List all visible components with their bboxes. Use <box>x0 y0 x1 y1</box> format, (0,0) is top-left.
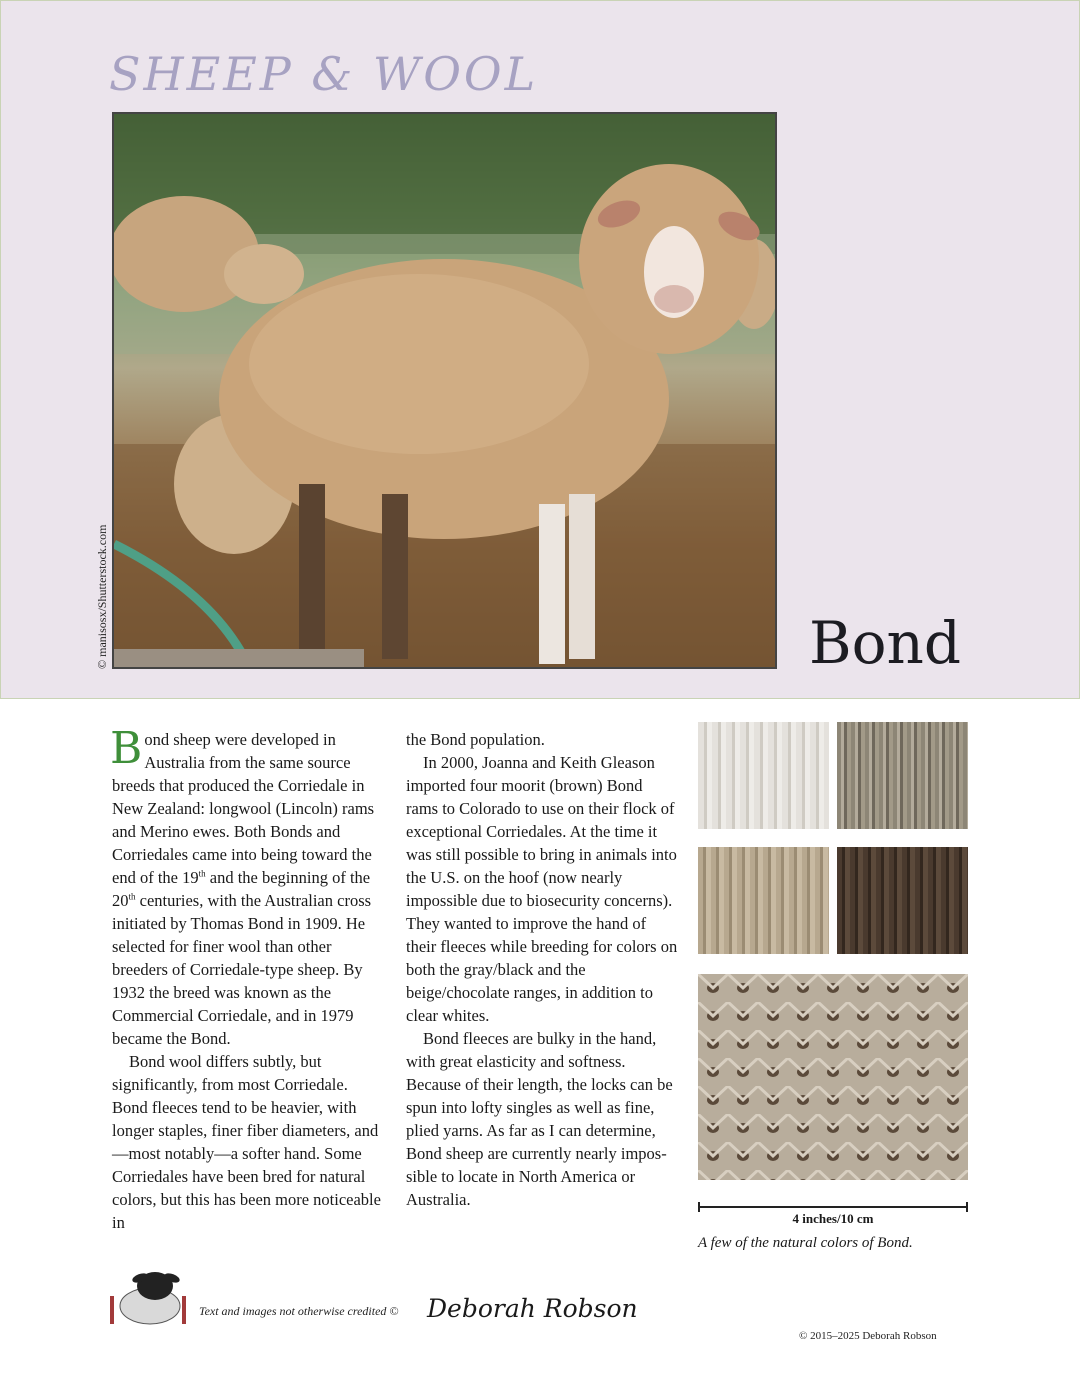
masthead-title: SHEEP & WOOL <box>109 47 539 101</box>
paragraph-2-continued: the Bond population. <box>406 730 545 749</box>
paragraph-3: In 2000, Joanna and Keith Gleason imported four moorit (brown) Bond rams to Colorado to use on their flock of exceptional Corriedales. At the time it was still possible to bring in animals into the U.S. on the hoof (now nearly impossible due to biosecurity concerns). They wanted to improve the hand of their fleeces while breeding for colors on both the gray/black and the beige/chocolate ranges, in addition to clear whites. <box>406 753 678 1025</box>
swatch-brown <box>837 847 968 954</box>
paragraph-2: Bond wool differs subtly, but significantly, from most Corriedale. Bond fleeces tend to be heavier, with longer staples, finer fiber diameters, and—most notably—a softer hand. Some Corriedales have been bred for natural colors, but this has been more noticeable in <box>112 1052 381 1232</box>
dropcap: B <box>110 723 143 774</box>
lace-pattern <box>698 974 968 1180</box>
article-column-2 <box>406 728 678 1211</box>
photo-credit: © manisosx/Shutterstock.com <box>95 524 109 669</box>
paragraph-1: Bond sheep were developed in Australia from the same source breeds that produced the Corriedale in New Zealand: longwool (Lincoln) rams and Merino ewes. Both Bonds and Corriedales came into being toward the end of the 19th and the beginning of the 20th centuries, with the Australian cross initiated by Thomas Bond in 1909. He selected for finer wool than other breeders of Corriedale-type sheep. By 1932 the breed was known as the Commercial Corriedale, and in 1979 became the Bond. <box>110 723 375 1048</box>
swatch-gray <box>837 722 968 829</box>
sheep-photo <box>112 112 777 669</box>
paragraph-4: Bond fleeces are bulky in the hand, with great elasticity and softness. Because of their length, the locks can be spun into lofty singles as well as fine, plied yarns. As far as I can determine, Bond sheep are currently nearly impos-sible to locate in North America or Australia. <box>406 1029 673 1209</box>
sheep-logo-icon <box>110 1266 186 1326</box>
swatch-beige <box>698 847 829 954</box>
scale-label: 4 inches/10 cm <box>792 1211 874 1226</box>
footer-credit: Text and images not otherwise credited © <box>199 1304 399 1318</box>
copyright: © 2015–2025 Deborah Robson <box>799 1330 937 1342</box>
sheep-illustration <box>114 114 775 667</box>
swatch-lace <box>698 974 968 1180</box>
breed-title: Bond <box>809 609 962 677</box>
swatch-caption: A few of the natural colors of Bond. <box>698 1235 913 1251</box>
scale-bar <box>698 1206 968 1208</box>
author-name: Deborah Robson <box>427 1294 638 1323</box>
article-column-1 <box>110 723 387 1234</box>
swatch-white <box>698 722 829 829</box>
